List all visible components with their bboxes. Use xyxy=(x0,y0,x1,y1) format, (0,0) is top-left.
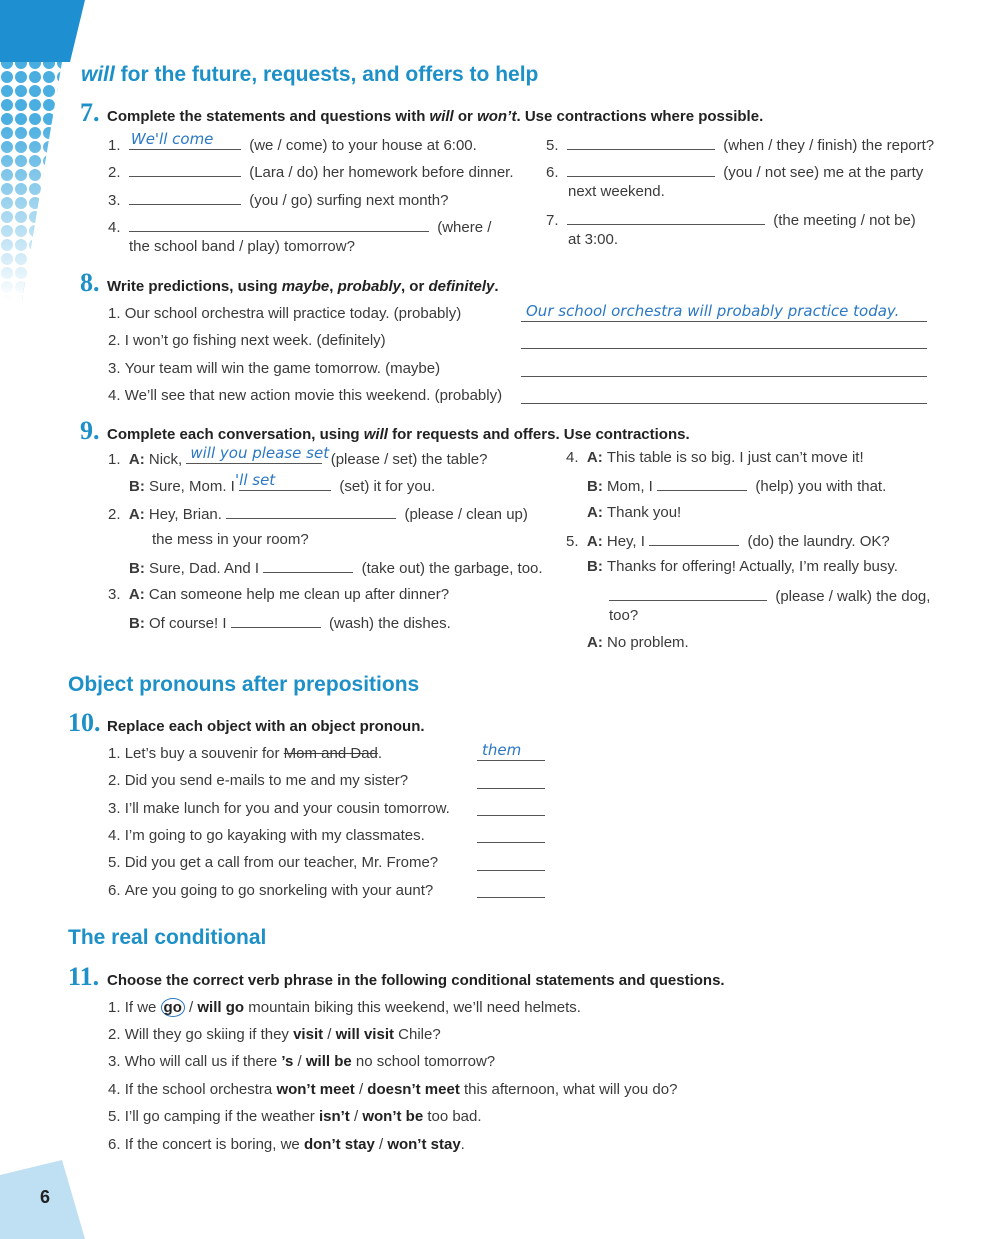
ex9-conv4-a2: A: Thank you! xyxy=(587,504,682,521)
ex9-5b-blank[interactable] xyxy=(609,586,767,601)
ex7-item-5: 5. (when / they / finish) the report? xyxy=(546,137,935,154)
ex7-7-blank[interactable] xyxy=(567,210,765,225)
ex9-conv5-b: B: Thanks for offering! Actually, I’m really busy. xyxy=(587,558,898,575)
ex8-2-answer-line[interactable] xyxy=(521,348,927,349)
exercise-7-number: 7. xyxy=(80,98,100,127)
ex8-item-1: 1. Our school orchestra will practice today. (probably) xyxy=(108,305,462,322)
ex10-item-1: 1. Let’s buy a souvenir for Mom and Dad. xyxy=(108,745,383,762)
ex7-4-blank[interactable] xyxy=(129,217,429,232)
ex11-3-option-2[interactable]: will be xyxy=(305,1053,352,1070)
ex7-item-1: 1. We'll come (we / come) to your house at 6:00. xyxy=(108,130,477,154)
ex7-item-3: 3. (you / go) surfing next month? xyxy=(108,192,449,209)
ex7-3-blank[interactable] xyxy=(129,190,241,205)
ex11-2-option-1[interactable]: visit xyxy=(293,1026,324,1043)
ex9-2b-blank[interactable] xyxy=(263,558,353,573)
ex11-item-5: 5. I’ll go camping if the weather isn’t / won’t be too bad. xyxy=(108,1108,482,1125)
ex10-5-answer-line[interactable] xyxy=(477,870,545,871)
ex10-item-4: 4. I’m going to go kayaking with my classmates. xyxy=(108,827,425,844)
ex9-conv1-a: 1. A: Nick, will you please set (please / set) the table? xyxy=(108,444,488,468)
ex10-item-6: 6. Are you going to go snorkeling with your aunt? xyxy=(108,882,434,899)
exercise-11-number: 11. xyxy=(68,962,100,991)
section-title-object-pronouns: Object pronouns after prepositions xyxy=(68,673,420,696)
exercise-10-instructions: Replace each object with an object pronoun. xyxy=(107,718,425,735)
ex9-conv5-a2: A: No problem. xyxy=(587,634,689,651)
ex8-3-answer-line[interactable] xyxy=(521,376,927,377)
ex11-item-6: 6. If the concert is boring, we don’t stay / won’t stay. xyxy=(108,1136,465,1153)
page-number: 6 xyxy=(40,1187,51,1207)
ex8-item-3: 3. Your team will win the game tomorrow. (maybe) xyxy=(108,360,441,377)
ex11-2-option-2[interactable]: will visit xyxy=(335,1026,394,1043)
ex7-1-blank[interactable]: We'll come xyxy=(129,135,241,150)
section-title-will: will for the future, requests, and offers to help xyxy=(81,63,539,86)
ex9-conv3-a: 3. A: Can someone help me clean up after dinner? xyxy=(108,586,450,603)
ex11-1-option-2[interactable]: will go xyxy=(197,999,245,1016)
ex10-3-answer-line[interactable] xyxy=(477,815,545,816)
ex9-conv2-a-cont: the mess in your room? xyxy=(152,531,309,548)
ex9-conv4-b: B: Mom, I (help) you with that. xyxy=(587,478,887,495)
ex9-1b-blank[interactable]: 'll set xyxy=(239,476,331,491)
ex8-1-answer-line[interactable] xyxy=(521,321,927,322)
ex11-5-option-1[interactable]: isn’t xyxy=(318,1108,350,1125)
ex11-1-option-1-circled[interactable]: go xyxy=(161,998,185,1017)
ex7-item-2: 2. (Lara / do) her homework before dinner. xyxy=(108,164,514,181)
ex10-item-2: 2. Did you send e-mails to me and my sister? xyxy=(108,772,409,789)
corner-decoration xyxy=(0,0,90,300)
ex7-item-4-cont: the school band / play) tomorrow? xyxy=(129,238,355,255)
ex7-item-6: 6. (you / not see) me at the party xyxy=(546,164,924,181)
section-title-real-conditional: The real conditional xyxy=(68,926,267,949)
ex8-item-2: 2. I won’t go fishing next week. (definitely) xyxy=(108,332,386,349)
ex9-4b-blank[interactable] xyxy=(657,476,747,491)
ex7-6-blank[interactable] xyxy=(567,162,715,177)
ex8-item-4: 4. We’ll see that new action movie this weekend. (probably) xyxy=(108,387,503,404)
ex7-item-4: 4. (where / xyxy=(108,219,492,236)
ex10-2-answer-line[interactable] xyxy=(477,788,545,789)
ex9-conv3-b: B: Of course! I (wash) the dishes. xyxy=(129,615,451,632)
ex11-item-3: 3. Who will call us if there ’s / will be no school tomorrow? xyxy=(108,1053,496,1070)
exercise-11-instructions: Choose the correct verb phrase in the following conditional statements and questions. xyxy=(107,972,725,989)
ex10-1-answer-line[interactable] xyxy=(477,760,545,761)
ex10-4-answer-line[interactable] xyxy=(477,842,545,843)
ex7-2-blank[interactable] xyxy=(129,162,241,177)
ex9-5a-blank[interactable] xyxy=(649,531,739,546)
ex11-6-option-2[interactable]: won’t stay xyxy=(387,1136,461,1153)
exercise-8-instructions: Write predictions, using maybe, probably, or definitely. xyxy=(107,278,499,295)
ex8-4-answer-line[interactable] xyxy=(521,403,927,404)
ex9-conv4-a: 4. A: This table is so big. I just can’t move it! xyxy=(566,449,864,466)
ex11-4-option-1[interactable]: won’t meet xyxy=(276,1081,355,1098)
ex11-item-4: 4. If the school orchestra won’t meet / doesn’t meet this afternoon, what will you do? xyxy=(108,1081,678,1098)
ex10-item-5: 5. Did you get a call from our teacher, Mr. Frome? xyxy=(108,854,439,871)
ex9-conv5-a: 5. A: Hey, I (do) the laundry. OK? xyxy=(566,533,890,550)
ex9-1a-blank[interactable]: will you please set xyxy=(186,449,322,464)
exercise-8-number: 8. xyxy=(80,268,100,297)
ex11-item-2: 2. Will they go skiing if they visit / will visit Chile? xyxy=(108,1026,441,1043)
ex9-3b-blank[interactable] xyxy=(231,613,321,628)
ex9-conv2-a: 2. A: Hey, Brian. (please / clean up) xyxy=(108,506,528,523)
ex7-item-7-cont: at 3:00. xyxy=(568,231,619,248)
ex11-5-option-2[interactable]: won’t be xyxy=(362,1108,424,1125)
exercise-10-number: 10. xyxy=(68,708,101,737)
ex10-item-3: 3. I’ll make lunch for you and your cousin tomorrow. xyxy=(108,800,450,817)
ex9-conv2-b: B: Sure, Dad. And I (take out) the garbage, too. xyxy=(129,560,543,577)
ex7-item-6-cont: next weekend. xyxy=(568,183,665,200)
exercise-9-instructions: Complete each conversation, using will for requests and offers. Use contractions. xyxy=(107,426,690,443)
ex11-item-1: 1. If we go / will go mountain biking this weekend, we’ll need helmets. xyxy=(108,999,581,1016)
exercise-9-number: 9. xyxy=(80,416,100,445)
ex9-2a-blank[interactable] xyxy=(226,504,396,519)
ex7-5-blank[interactable] xyxy=(567,135,715,150)
ex11-3-option-1[interactable]: ’s xyxy=(281,1053,294,1070)
ex9-conv5-b-cont: (please / walk) the dog, xyxy=(609,586,930,605)
ex10-1-answer: them xyxy=(482,741,522,759)
ex9-conv5-b-cont2: too? xyxy=(609,607,639,624)
ex9-conv1-b: B: Sure, Mom. I 'll set (set) it for you. xyxy=(129,471,436,495)
ex11-4-option-2[interactable]: doesn’t meet xyxy=(367,1081,460,1098)
ex10-6-answer-line[interactable] xyxy=(477,897,545,898)
ex11-6-option-1[interactable]: don’t stay xyxy=(303,1136,375,1153)
exercise-7-instructions: Complete the statements and questions with will or won’t. Use contractions where possible. xyxy=(107,108,764,125)
ex7-item-7: 7. (the meeting / not be) xyxy=(546,212,916,229)
ex8-1-answer: Our school orchestra will probably practice today. xyxy=(526,302,900,320)
